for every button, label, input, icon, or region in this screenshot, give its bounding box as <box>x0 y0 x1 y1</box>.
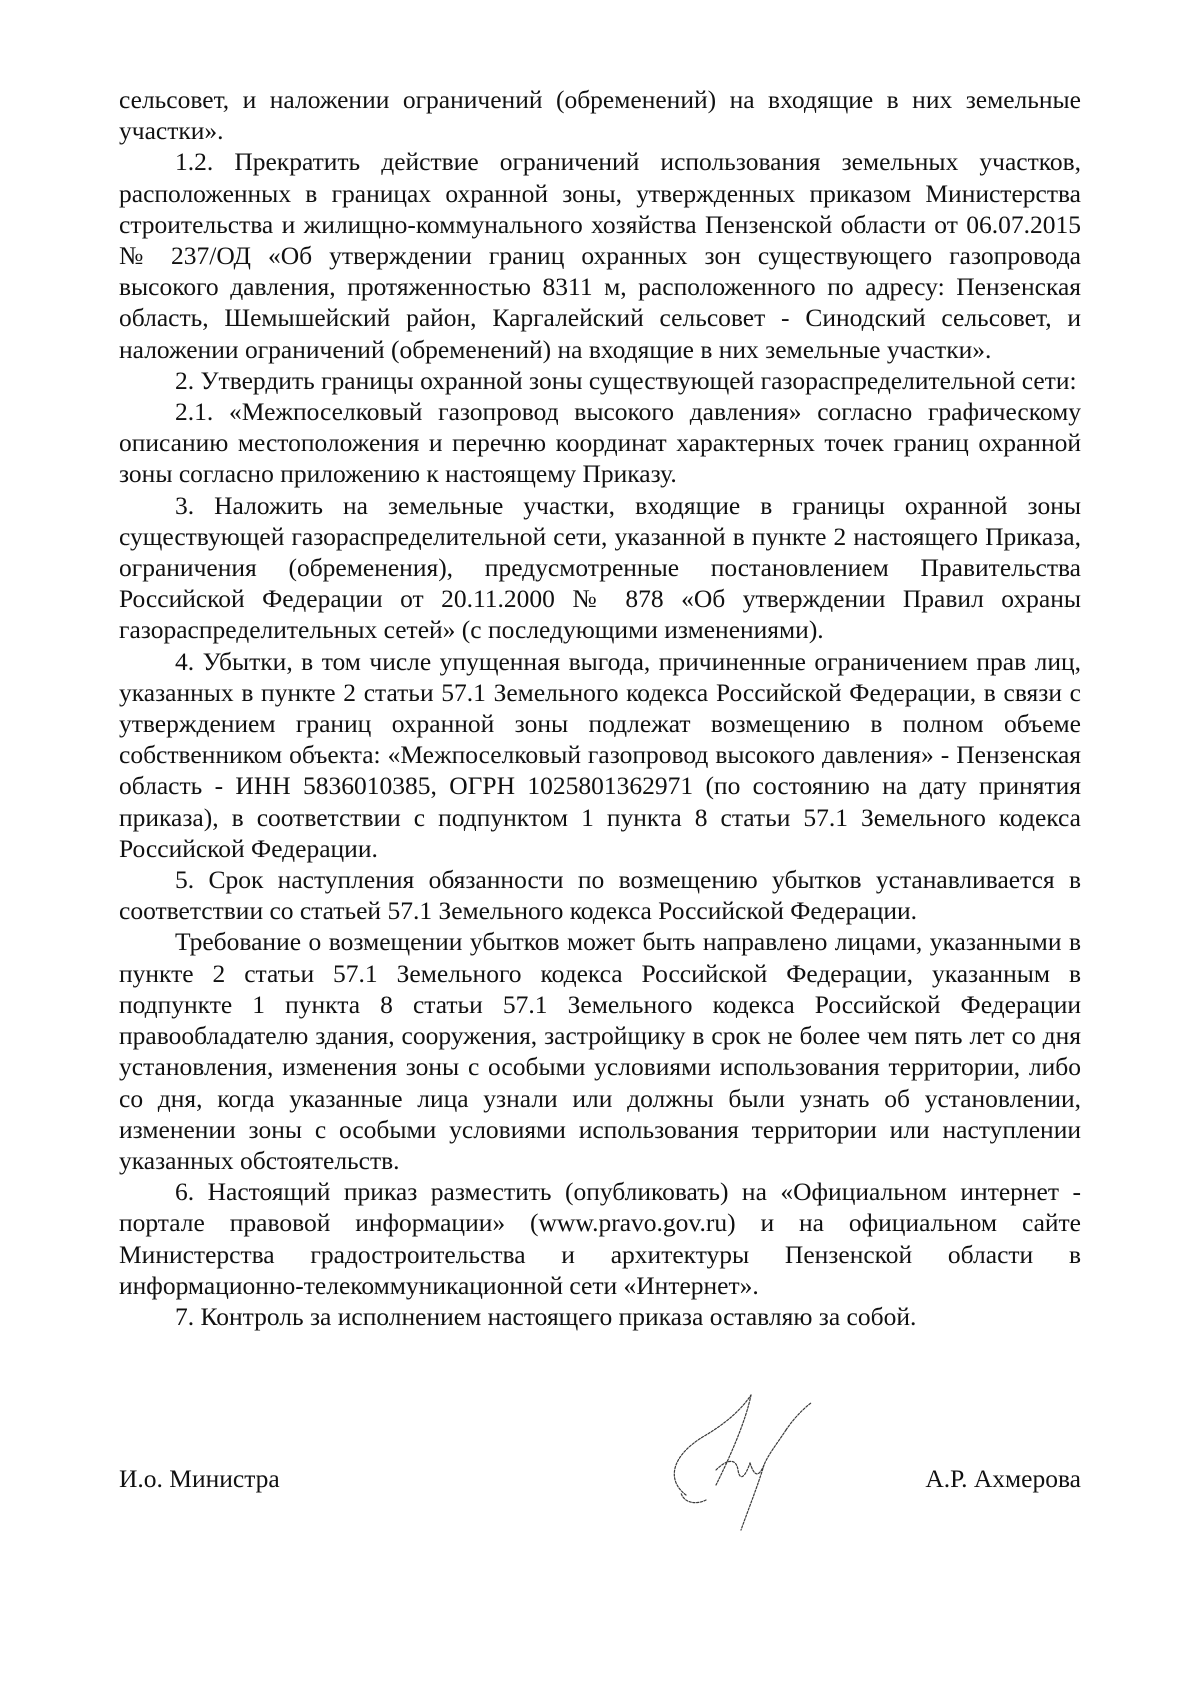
paragraph-1-2: 1.2. Прекратить действие ограничений использования земельных участков, расположенных в границах охранной зоны, утвержденных приказом Министерства строительства и жилищно-коммунального хозяйства Пензенской области от 06.07.2015 № 237/ОД «Об утверждении границ охранных зон существующего газопровода высокого давления, протяженностью 8311 м, расположенного по адресу: Пензенская область, Шемышейский район, Каргалейский сельсовет - Синодский сельсовет, и наложении ограничений (обременений) на входящие в них земельные участки». <box>119 147 1081 364</box>
paragraph-5-claim: Требование о возмещении убытков может быть направлено лицами, указанными в пункте 2 статьи 57.1 Земельного кодекса Российской Федерации, указанным в подпункте 1 пункта 8 статьи 57.1 Земельного кодекса Российской Федерации правообладателю здания, сооружения, застройщику в срок не более чем пять лет со дня установления, изменения зоны с особыми условиями использования территории, либо со дня, когда указанные лица узнали или должны были узнать об установлении, изменении зоны с особыми условиями использования территории или наступлении указанных обстоятельств. <box>119 927 1081 1175</box>
paragraph-2: 2. Утвердить границы охранной зоны существующей газораспределительной сети: <box>175 365 1077 395</box>
paragraph-2-1: 2.1. «Межпоселковый газопровод высокого давления» согласно графическому описанию местоположения и перечню координат характерных точек границ охранной зоны согласно приложению к настоящему Приказу. <box>119 397 1081 489</box>
signer-position: И.о. Министра <box>119 1464 280 1493</box>
signature-block <box>119 1463 1081 1503</box>
signer-name: А.Р. Ахмерова <box>925 1464 1081 1493</box>
paragraph-7: 7. Контроль за исполнением настоящего приказа оставляю за собой. <box>175 1301 917 1331</box>
paragraph-continuation: сельсовет, и наложении ограничений (обременений) на входящие в них земельные участки». <box>119 85 1081 146</box>
paragraph-5: 5. Срок наступления обязанности по возмещению убытков устанавливается в соответствии со статьей 57.1 Земельного кодекса Российской Федерации. <box>119 865 1081 926</box>
paragraph-3: 3. Наложить на земельные участки, входящие в границы охранной зоны существующей газораспределительной сети, указанной в пункте 2 настоящего Приказа, ограничения (обременения), предусмотренные постановлением Правительства Российской Федерации от 20.11.2000 № 878 «Об утверждении Правил охраны газораспределительных сетей» (с последующими изменениями). <box>119 490 1081 645</box>
paragraph-4: 4. Убытки, в том числе упущенная выгода, причиненные ограничением прав лиц, указанных в пункте 2 статьи 57.1 Земельного кодекса Российской Федерации, в связи с утверждением границ охранной зоны подлежат возмещению в полном объеме собственником объекта: «Межпоселковый газопровод высокого давления» - Пензенская область - ИНН 5836010385, ОГРН 1025801362971 (по состоянию на дату принятия приказа), в соответствии с подпунктом 1 пункта 8 статьи 57.1 Земельного кодекса Российской Федерации. <box>119 646 1081 863</box>
paragraph-6: 6. Настоящий приказ разместить (опубликовать) на «Официальном интернет - портале правовой информации» (www.pravo.gov.ru) и на официальном сайте Министерства градостроительства и архитектуры Пензенской области в информационно-телекоммуникационной сети «Интернет». <box>119 1177 1081 1300</box>
document-body <box>119 84 1081 1332</box>
handwritten-signature <box>646 1375 836 1540</box>
